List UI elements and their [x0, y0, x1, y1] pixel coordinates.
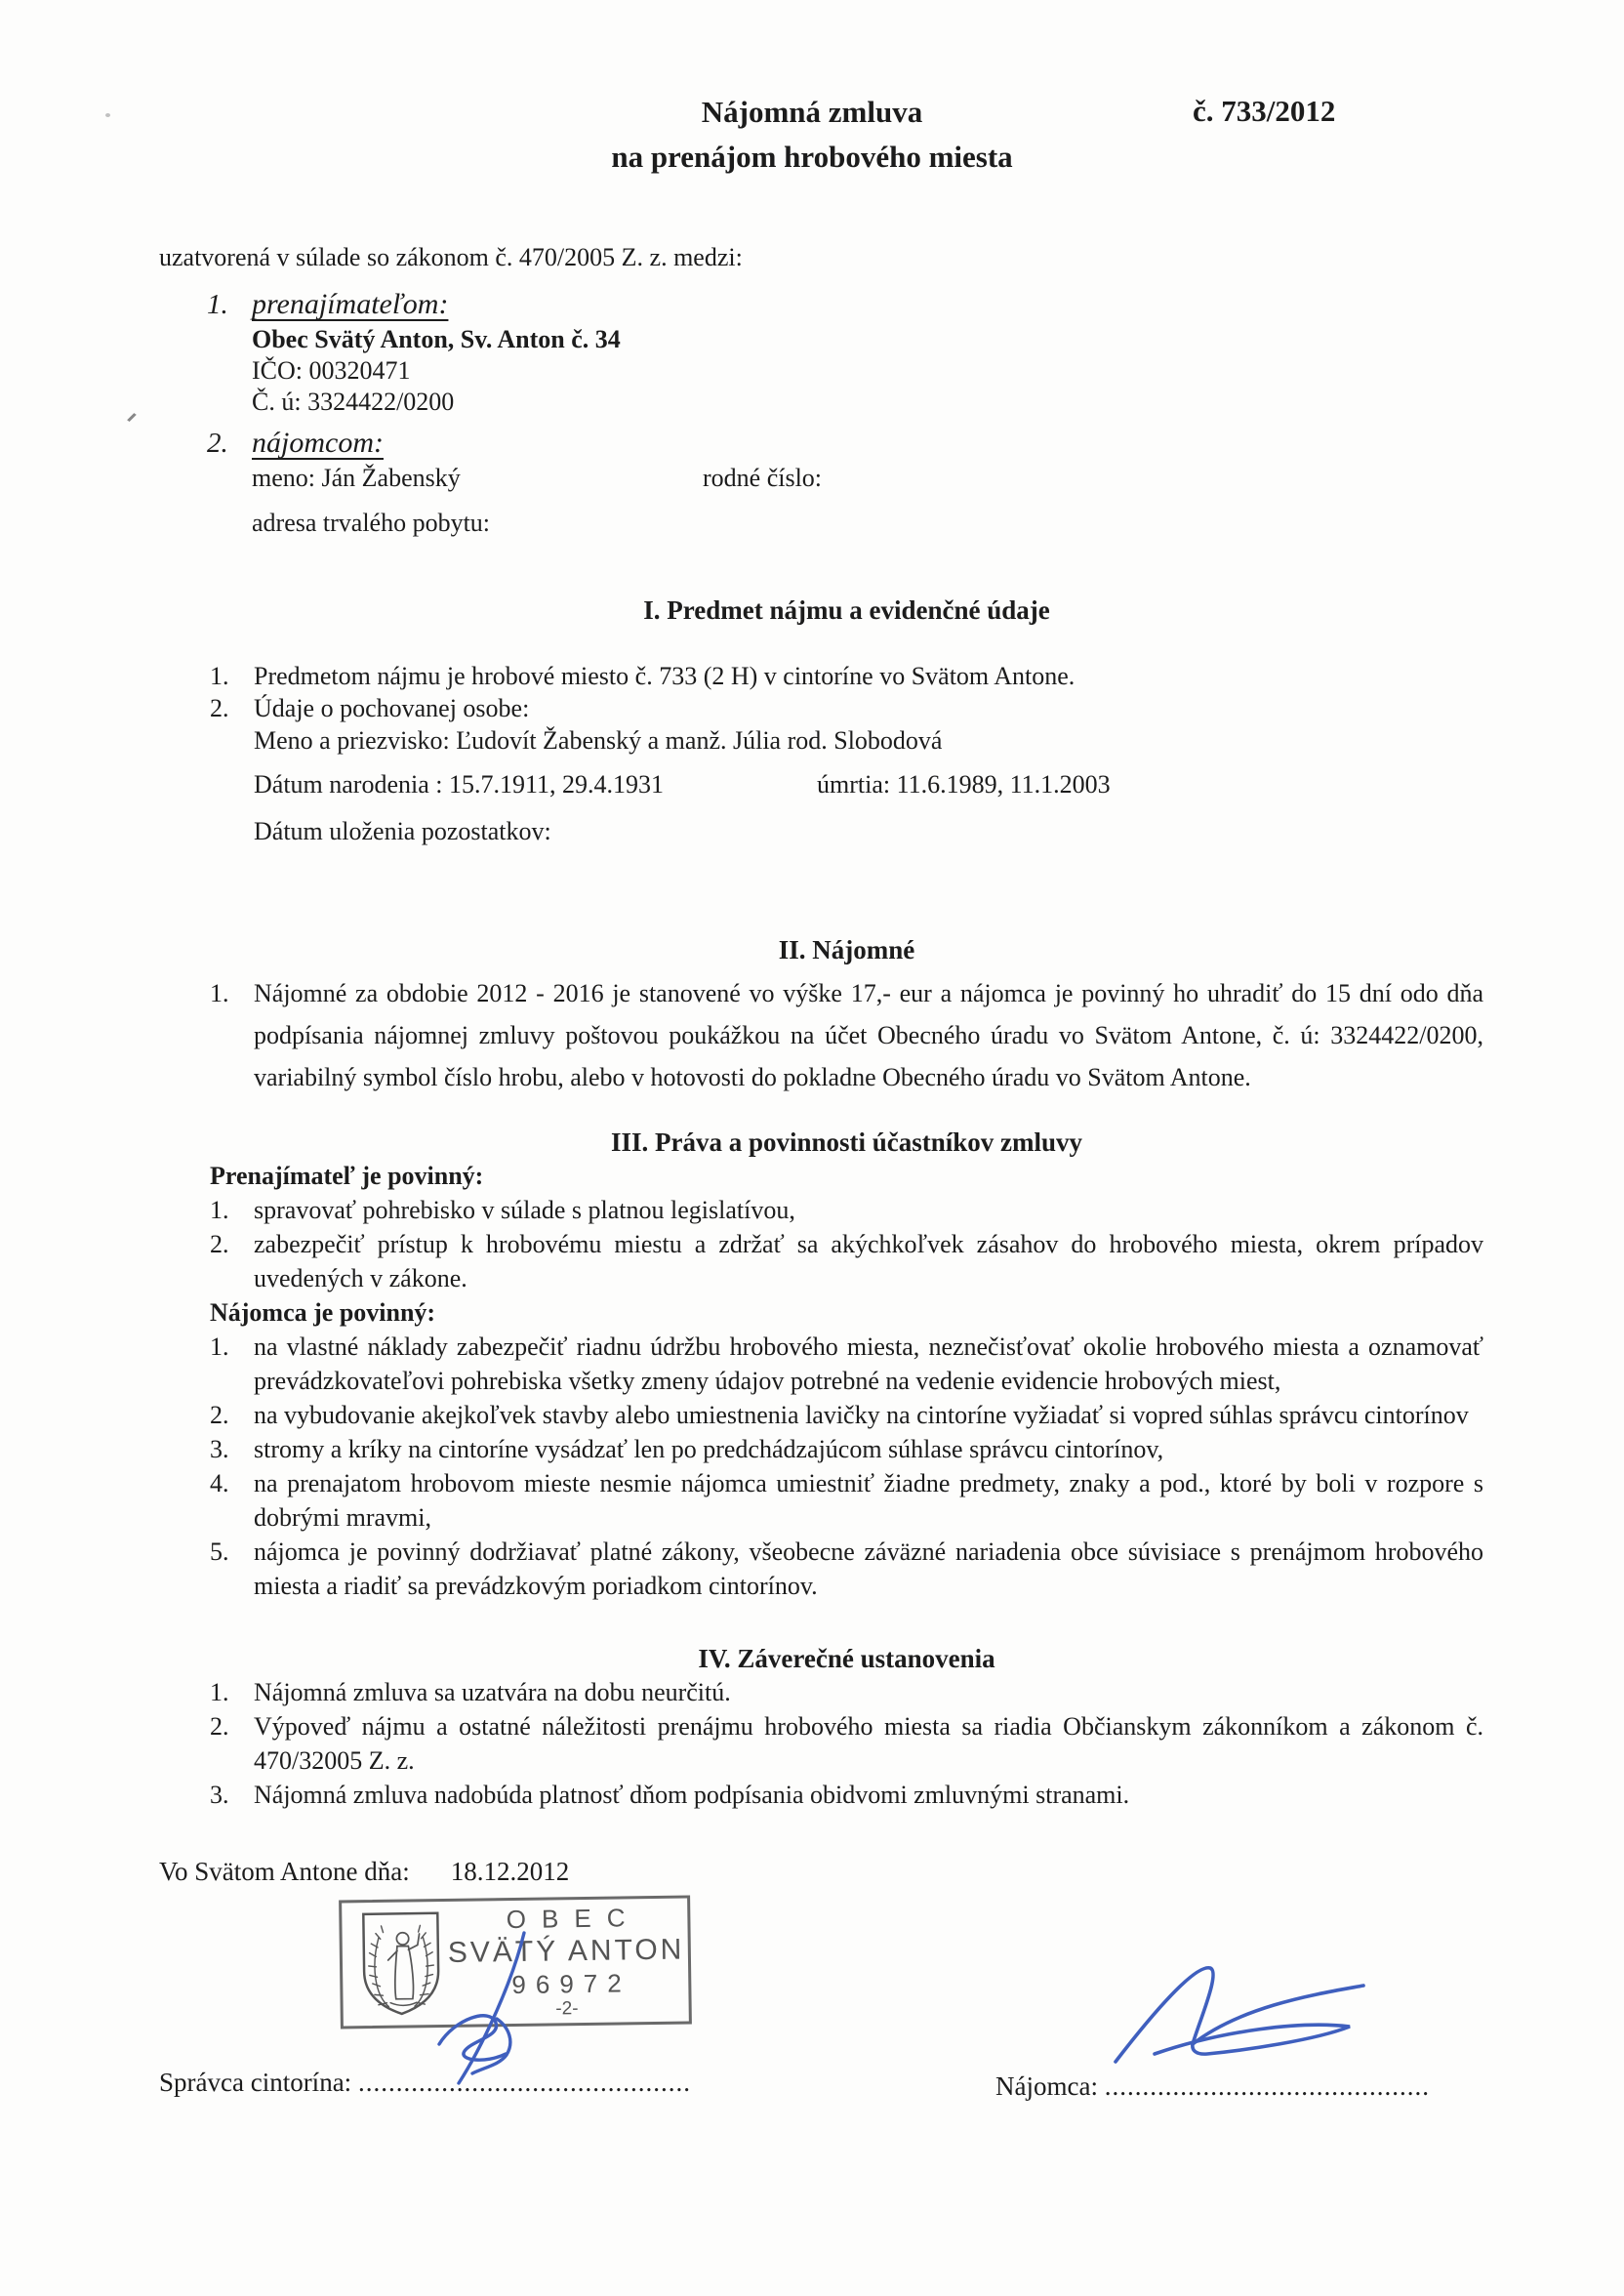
item-number: 2.: [210, 1230, 229, 1258]
contract-number: č. 733/2012: [1193, 94, 1336, 128]
section1-list: [210, 660, 1483, 724]
final-provision-3: Nájomná zmluva nadobúda platnosť dňom podpísania obidvomi zmluvnými stranami.: [254, 1781, 1130, 1809]
landlord-duty-1: spravovať pohrebisko v súlade s platnou legislatívou,: [254, 1196, 795, 1224]
administrator-label: Správca cintorína:: [159, 2068, 352, 2097]
tenant-role-label: nájomcom:: [252, 427, 384, 459]
tenant-duty-4: na prenajatom hrobovom mieste nesmie nájomca umiestniť žiadne predmety, znaky a pod., ktoré by boli v rozpore s dobrými mravmi,: [254, 1469, 1483, 1532]
item-number: 5.: [210, 1538, 229, 1566]
place-date-row: [159, 1857, 569, 1887]
tenant-number: 2.: [207, 428, 228, 459]
item-number: 3.: [210, 1435, 229, 1463]
document-title-line1: Nájomná zmluva: [701, 95, 923, 129]
administrator-dotted-line: ............................................: [357, 2068, 691, 2097]
list-item: [210, 660, 1483, 692]
landlord-duty-2: zabezpečiť prístup k hrobovému miestu a zdržať sa akýchkoľvek zásahov do hrobového miesta, okrem prípadov uvedených v zákone.: [254, 1230, 1483, 1292]
item-number: 1.: [210, 1196, 229, 1224]
section2-list: [210, 972, 1483, 1098]
list-item: [210, 692, 1483, 724]
signing-date: 18.12.2012: [450, 1857, 570, 1886]
item-number: 2.: [210, 1712, 229, 1741]
section2-heading: II. Nájomné: [778, 935, 915, 964]
place-date-label: Vo Svätom Antone dňa:: [159, 1857, 410, 1886]
list-item: [210, 1193, 1483, 1227]
tenant-birth-number-label: rodné číslo:: [703, 464, 823, 492]
item-number: 2.: [210, 1401, 229, 1429]
list-item: [210, 972, 1483, 1098]
scan-artifact: [105, 113, 110, 117]
stamp-line-psc: 96972: [511, 1967, 631, 1999]
item-number: 2.: [210, 694, 229, 722]
landlord-role-label: prenajímateľom:: [252, 288, 449, 320]
tenant-label: Nájomca:: [995, 2071, 1098, 2101]
list-item: [210, 1466, 1483, 1535]
list-item: [210, 1330, 1483, 1398]
item-number: 1.: [210, 662, 229, 690]
stamp-line-svaty-anton: SVÄTÝ ANTON: [447, 1933, 685, 1969]
item-number: 1.: [210, 979, 229, 1007]
section4-heading: IV. Záverečné ustanovenia: [698, 1644, 995, 1673]
birth-dates: Dátum narodenia : 15.7.1911, 29.4.1931: [254, 770, 665, 799]
landlord-account: Č. ú: 3324422/0200: [252, 388, 455, 416]
tenant-duty-1: na vlastné náklady zabezpečiť riadnu údržbu hrobového miesta, neznečisťovať okolie hrobového miesta a oznamovať prevádzkovateľovi pohrebiska všetky zmeny údajov potrebné na vedenie evidencie hrobových miest,: [254, 1332, 1483, 1395]
administrator-signature: [398, 1925, 593, 2096]
landlord-duties-heading: Prenajímateľ je povinný:: [210, 1162, 484, 1190]
stamp-line-index: -2-: [555, 1997, 579, 2019]
section4-list: [210, 1675, 1483, 1812]
burial-date-label: Dátum uloženia pozostatkov:: [254, 817, 551, 845]
document-title-line2: na prenájom hrobového miesta: [611, 140, 1013, 174]
list-item: [210, 1227, 1483, 1295]
section2-item1: Nájomné za obdobie 2012 - 2016 je stanovené vo výške 17,- eur a nájomca je povinný ho uhradiť do 15 dní odo dňa podpísania nájomnej zmluvy poštovou poukážkou na účet Obecného úradu vo Svätom Antone, č. ú: 3324422/0200, variabilný symbol číslo hrobu, alebo v hotovosti do pokladne Obecného úradu vo Svätom Antone.: [254, 979, 1483, 1091]
section1-item1: Predmetom nájmu je hrobové miesto č. 733 (2 H) v cintoríne vo Svätom Antone.: [254, 662, 1076, 690]
landlord-duties-list: [210, 1193, 1483, 1295]
landlord-details: [252, 324, 1624, 418]
stamp-line-obec: OBEC: [506, 1902, 641, 1934]
landlord-number: 1.: [207, 289, 228, 320]
tenant-signature: [1098, 1954, 1391, 2076]
list-item: [210, 1778, 1483, 1812]
tenant-duties-heading: Nájomca je povinný:: [210, 1298, 436, 1327]
item-number: 1.: [210, 1678, 229, 1706]
scan-artifact: [127, 413, 141, 425]
final-provision-2: Výpoveď nájmu a ostatné náležitosti prenájmu hrobového miesta sa riadia Občianskym zákonníkom a zákonom č. 470/32005 Z. z.: [254, 1712, 1483, 1775]
landlord-name: Obec Svätý Anton, Sv. Anton č. 34: [252, 325, 621, 353]
final-provision-1: Nájomná zmluva sa uzatvára na dobu neurčitú.: [254, 1678, 731, 1706]
landlord-role-row: [207, 285, 1624, 324]
tenant-duty-2: na vybudovanie akejkoľvek stavby alebo umiestnenia lavičky na cintoríne vyžiadať si vopred súhlas správcu cintorínov: [254, 1401, 1469, 1429]
list-item: [210, 1675, 1483, 1709]
landlord-ico: IČO: 00320471: [252, 356, 411, 385]
tenant-name: meno: Ján Žabenský: [252, 464, 461, 492]
deceased-names-line: Meno a priezvisko: Ľudovít Žabenský a manž. Júlia rod. Slobodová: [254, 726, 943, 755]
section1-item2: Údaje o pochovanej osobe:: [254, 694, 530, 722]
tenant-dotted-line: ...........................................: [1104, 2071, 1430, 2101]
document-header: [0, 0, 1624, 176]
list-item: [210, 1709, 1483, 1778]
dates-row: [254, 768, 1483, 800]
tenant-role-row: [207, 424, 1624, 463]
section1-heading: I. Predmet nájmu a evidenčné údaje: [643, 595, 1050, 625]
tenant-name-row: [252, 463, 1624, 494]
tenant-duty-3: stromy a kríky na cintoríne vysádzať len po predchádzajúcom súhlase správcu cintorínov,: [254, 1435, 1164, 1463]
list-item: [210, 1398, 1483, 1432]
death-dates: úmrtia: 11.6.1989, 11.1.2003: [817, 770, 1111, 799]
item-number: 3.: [210, 1781, 229, 1809]
item-number: 4.: [210, 1469, 229, 1497]
intro-clause: uzatvorená v súlade so zákonom č. 470/2005 Z. z. medzi:: [159, 243, 743, 271]
parties-section: [207, 285, 1624, 539]
tenant-duties-list: [210, 1330, 1483, 1603]
list-item: [210, 1432, 1483, 1466]
tenant-duty-5: nájomca je povinný dodržiavať platné zákony, všeobecne záväzné nariadenia obce súvisiace s prenájmom hrobového miesta a riadiť sa prevádzkovým poriadkom cintorínov.: [254, 1538, 1483, 1600]
tenant-address-label: adresa trvalého pobytu:: [252, 509, 491, 537]
item-number: 1.: [210, 1332, 229, 1361]
section3-heading: III. Práva a povinnosti účastníkov zmluvy: [610, 1128, 1083, 1157]
list-item: [210, 1535, 1483, 1603]
tenant-details: [252, 463, 1624, 539]
